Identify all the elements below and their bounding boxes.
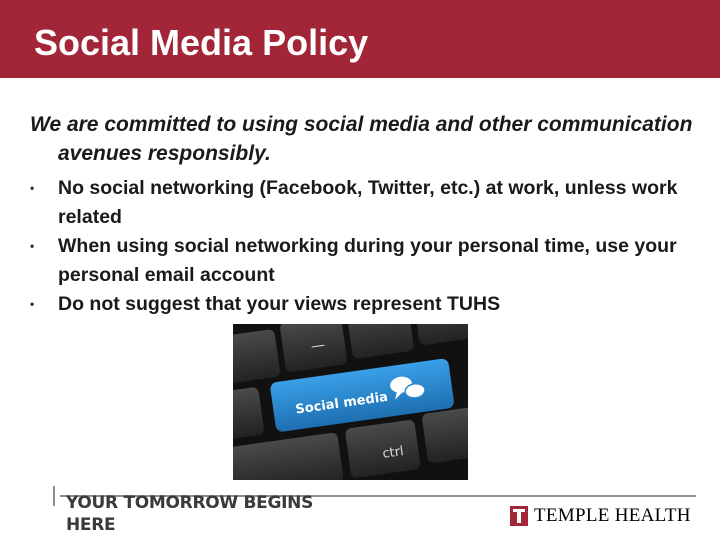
svg-text:—: — <box>309 337 326 355</box>
key-label: Social media <box>294 389 389 418</box>
bullet-text: No social networking (Facebook, Twitter, etc.) at work, unless work related <box>58 177 678 228</box>
ctrl-key-label: ctrl <box>381 444 405 462</box>
bullet-item <box>30 174 700 232</box>
slide-title: Social Media Policy <box>34 22 369 63</box>
bullet-item <box>30 232 700 290</box>
bullet-icon: • <box>30 239 35 253</box>
logo-text: TEMPLE HEALTH <box>534 505 691 526</box>
bullet-icon: • <box>30 297 35 311</box>
slide-body <box>30 110 700 319</box>
title-bar <box>0 0 720 78</box>
bullet-text: When using social networking during your personal time, use your personal email account <box>58 235 677 286</box>
temple-health-logo <box>510 505 691 527</box>
bullet-icon: • <box>30 181 35 195</box>
intro-text: We are committed to using social media and other communication avenues responsibly. <box>30 113 693 165</box>
bullet-text: Do not suggest that your views represent TUHS <box>58 293 501 315</box>
footer-tagline: YOUR TOMORROW BEGINS HERE <box>66 493 314 535</box>
keyboard-photo <box>233 324 468 480</box>
temple-t-icon <box>510 506 528 526</box>
footer-divider-vertical <box>53 486 55 506</box>
bullet-item <box>30 290 700 319</box>
bullet-list <box>30 174 700 319</box>
